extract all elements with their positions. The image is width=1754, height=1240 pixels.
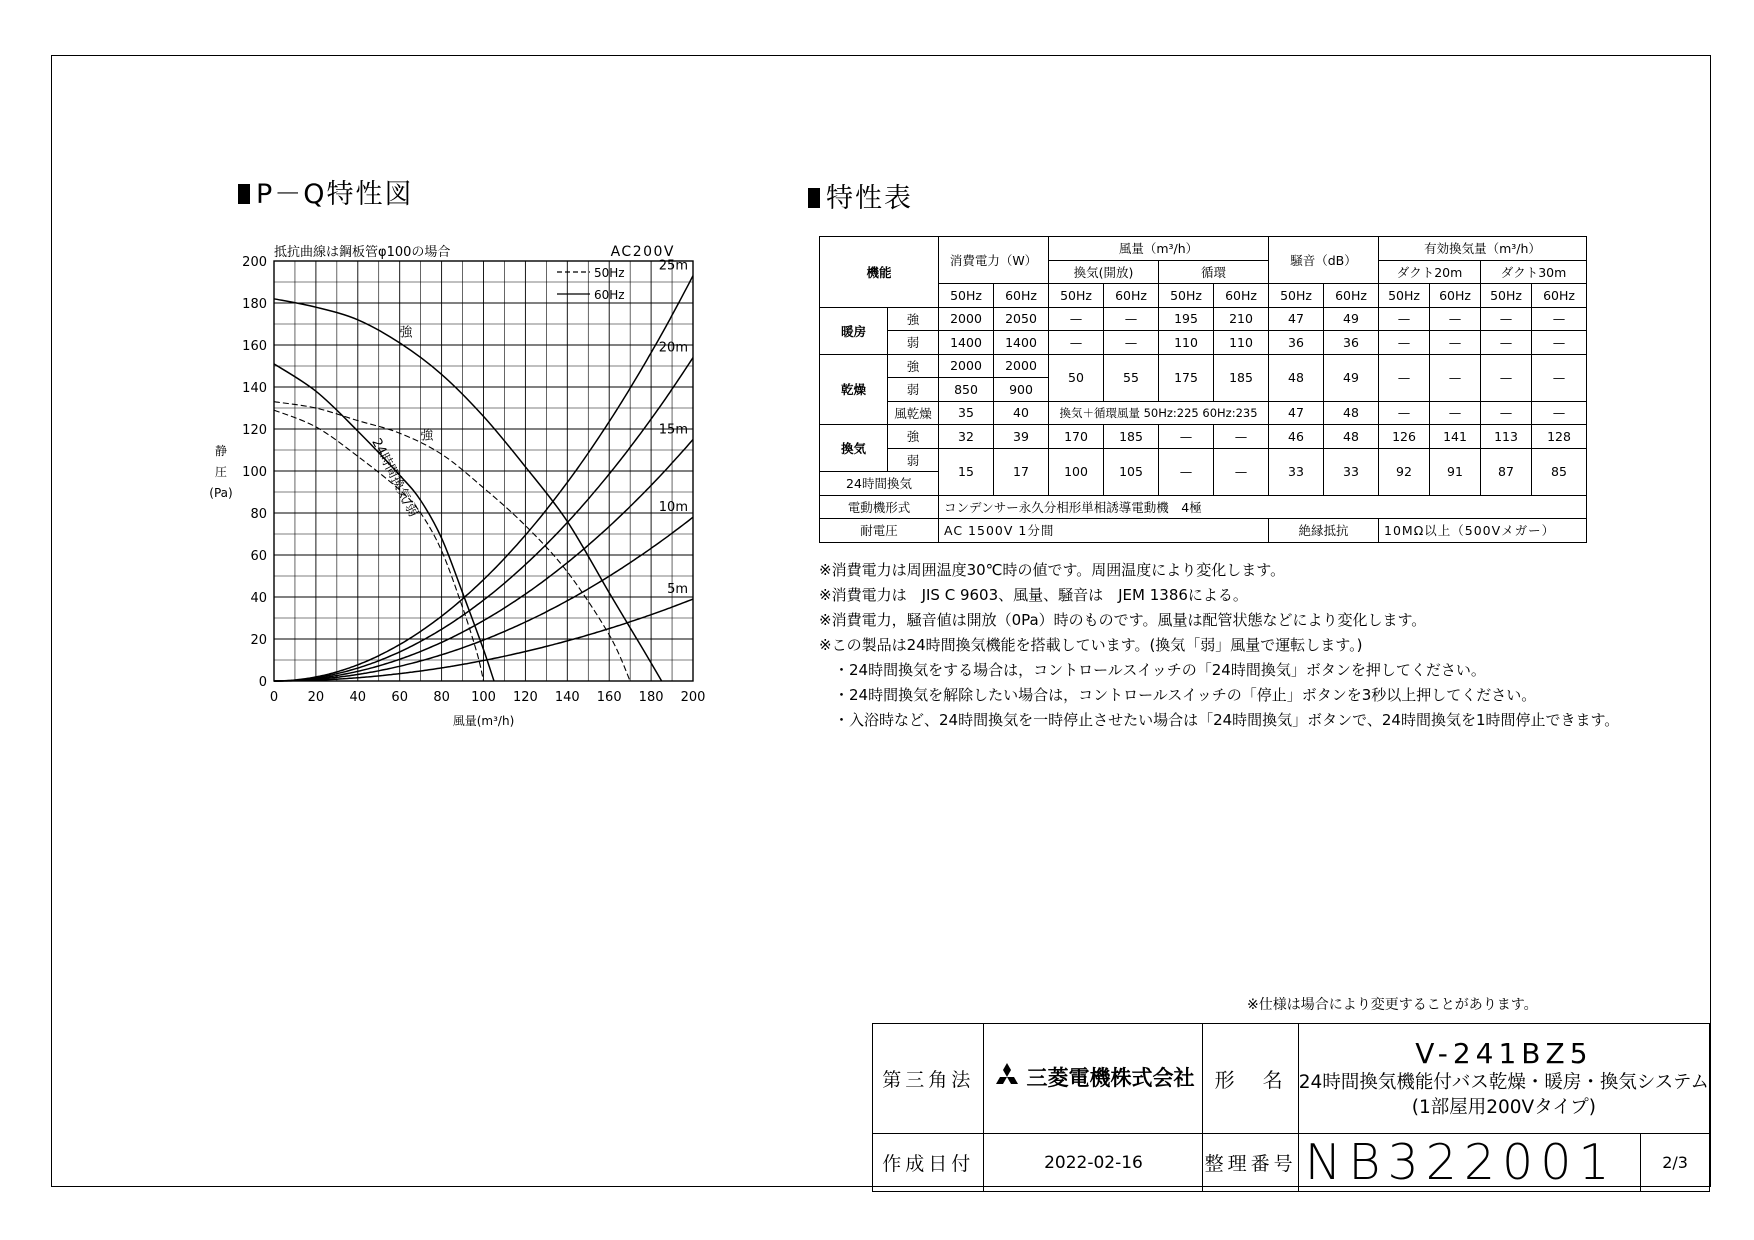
y-tick-label: 80 [250, 507, 267, 522]
x-axis-label: 風量(m³/h) [452, 714, 515, 728]
table-row: 電動機形式 コンデンサー永久分相形単相誘導電動機 4極 [820, 495, 1587, 519]
product-subtitle: (1部屋用200Vタイプ) [1411, 1097, 1596, 1118]
th-airflow: 風量（m³/h） [1049, 237, 1269, 261]
th-duct20: ダクト20m [1379, 260, 1481, 284]
x-tick-label: 40 [349, 690, 367, 705]
square-bullet-icon [808, 188, 820, 208]
x-tick-label: 120 [512, 690, 538, 705]
doc-number: NB322001 [1298, 1134, 1640, 1192]
model-label: 形 名 [1203, 1024, 1298, 1134]
pq-section-title: P－Q特性図 [238, 172, 414, 211]
curve-annotation: 24時間換気/弱 [368, 436, 421, 520]
resistance-curve-label: 10m [658, 500, 688, 516]
y-tick-label: 140 [242, 381, 267, 396]
x-tick-label: 100 [471, 690, 496, 705]
x-tick-label: 80 [433, 690, 450, 705]
chart-note: 抵抗曲線は鋼板管φ100の場合 [274, 245, 451, 260]
note-line: ・24時間換気を解除したい場合は，コントロールスイッチの「停止」ボタンを3秒以上押してください。 [834, 686, 1537, 704]
y-tick-label: 200 [242, 255, 267, 270]
th-function: 機能 [820, 237, 939, 308]
spec-table [819, 236, 1587, 543]
table-row: 乾燥 強 2000 2000 50 55 175 185 48 49 — — — — [820, 354, 1587, 378]
company-cell [984, 1024, 1203, 1134]
th-noise: 騒音（dB） [1269, 237, 1379, 284]
note-line: ・24時間換気をする場合は，コントロールスイッチの「24時間換気」ボタンを押してください。 [834, 661, 1486, 679]
resistance-curve-label: 25m [658, 258, 688, 274]
table-row: 弱 850 900 [820, 378, 1587, 402]
x-tick-label: 140 [554, 690, 580, 705]
table-row: 弱 1400 1400 — — 110 110 36 36 — — — — [820, 331, 1587, 355]
th-effective: 有効換気量（m³/h） [1379, 237, 1587, 261]
product-name: 24時間換気機能付バス乾燥・暖房・換気システム [1298, 1072, 1709, 1093]
date-value: 2022-02-16 [984, 1134, 1203, 1192]
x-tick-label: 60 [391, 690, 408, 705]
chart-voltage: AC200V [610, 244, 675, 260]
th-duct30: ダクト30m [1481, 260, 1587, 284]
table-row: 耐電圧 AC 1500V 1分間 絶縁抵抗 10MΩ以上（500Vメガー） [820, 519, 1587, 543]
x-tick-label: 180 [638, 690, 664, 705]
resistance-curve-label: 20m [658, 340, 688, 356]
th-power: 消費電力（W） [939, 237, 1049, 284]
x-tick-label: 160 [596, 690, 622, 705]
th-vent: 換気(開放) [1049, 260, 1159, 284]
y-tick-label: 60 [250, 549, 267, 564]
table-row: 24時間換気 [820, 472, 1587, 496]
y-tick-label: 120 [242, 423, 267, 438]
note-line: ※消費電力は JIS C 9603、風量、騒音は JEM 1386による。 [819, 586, 1248, 604]
x-tick-label: 200 [680, 690, 706, 705]
y-axis-label: 圧 [214, 465, 228, 479]
note-line: ・入浴時など、24時間換気を一時停止させたい場合は「24時間換気」ボタンで、24時間換気を1時間停止できます。 [834, 711, 1620, 729]
y-tick-label: 20 [250, 633, 267, 648]
company-logo [992, 1062, 1194, 1092]
title-block [872, 1023, 1710, 1192]
page-number: 2/3 [1641, 1134, 1710, 1192]
model-number: V-241BZ5 [1415, 1037, 1593, 1070]
date-label: 作成日付 [873, 1134, 984, 1192]
table-section-title: 特性表 [808, 176, 913, 215]
company-name: 三菱電機株式会社 [1026, 1066, 1195, 1090]
table-row: 風乾燥 35 40 換気＋循環風量 50Hz:225 60Hz:235 47 48 — — — — [820, 401, 1587, 425]
model-cell [1298, 1024, 1709, 1134]
projection-label: 第三角法 [873, 1024, 984, 1134]
table-row: 暖房 強 2000 2050 — — 195 210 47 49 — — — — [820, 307, 1587, 331]
hz-row: 50Hz 60Hz 50Hz 60Hz 50Hz 60Hz 50Hz 60Hz 50Hz 60Hz 50Hz 60Hz [820, 284, 1587, 308]
curve-annotation: 強 [399, 325, 413, 341]
note-line: ※消費電力は周囲温度30℃時の値です。周囲温度により変化します。 [819, 561, 1286, 579]
table-row: 弱 15 17 100 105 — — 33 33 92 91 87 85 [820, 448, 1587, 472]
x-tick-label: 20 [307, 690, 325, 705]
note-line: ※この製品は24時間換気機能を搭載しています。(換気「弱」風量で運転します。) [819, 636, 1363, 654]
y-tick-label: 0 [258, 675, 267, 690]
y-axis-label: (Pa) [209, 486, 233, 500]
table-row: 換気 強 32 39 170 185 — — 46 48 126 141 113 128 [820, 425, 1587, 449]
th-circ: 循環 [1159, 260, 1269, 284]
y-axis-label: 静 [214, 444, 228, 458]
resistance-curve-label: 15m [658, 422, 688, 438]
x-tick-label: 0 [269, 690, 279, 705]
resistance-curve-label: 5m [667, 582, 688, 598]
note-line: ※消費電力，騒音値は開放（0Pa）時のものです。風量は配管状態などにより変化します。 [819, 611, 1427, 629]
curve-annotation: 強 [420, 428, 434, 444]
change-note: ※仕様は場合により変更することがあります。 [1247, 997, 1538, 1013]
y-tick-label: 160 [242, 339, 267, 354]
y-tick-label: 40 [250, 591, 267, 606]
legend-label: 50Hz [594, 266, 625, 280]
docno-label: 整理番号 [1203, 1134, 1298, 1192]
notes [819, 558, 1619, 733]
y-tick-label: 100 [242, 465, 267, 480]
y-tick-label: 180 [242, 297, 267, 312]
three-diamonds-icon [992, 1063, 1022, 1091]
pq-chart [0, 0, 760, 760]
legend-label: 60Hz [594, 288, 625, 302]
